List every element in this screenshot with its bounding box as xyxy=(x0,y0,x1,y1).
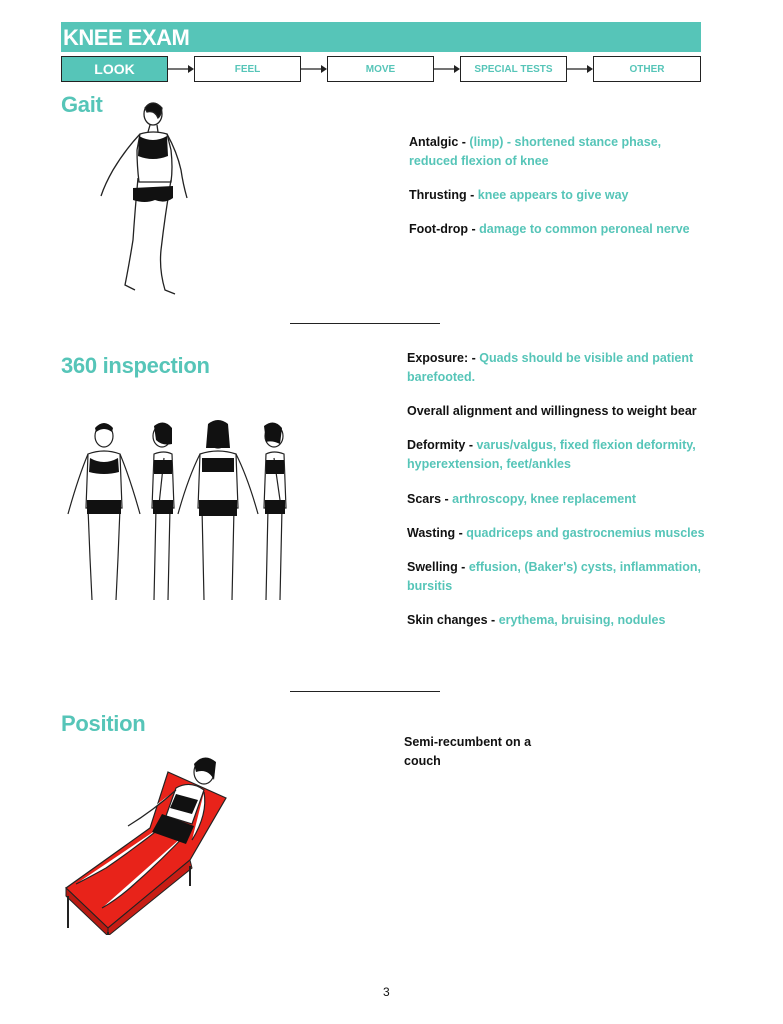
inspection-item-deformity xyxy=(407,436,696,474)
inspection-item-swelling xyxy=(407,558,701,596)
term-description: (limp) - shortened stance phase, xyxy=(469,135,662,149)
term-label: Thrusting - xyxy=(409,188,478,202)
arrow-right-icon xyxy=(567,62,593,76)
walking-woman-figure xyxy=(95,100,195,300)
section-divider xyxy=(290,323,440,324)
step-other[interactable]: OTHER xyxy=(593,56,701,82)
term-description: knee appears to give way xyxy=(477,188,629,202)
arrow-right-icon xyxy=(168,62,194,76)
term-label: Deformity - xyxy=(407,438,477,452)
gait-item-foot-drop xyxy=(409,220,690,239)
exam-step-nav xyxy=(61,56,701,86)
term-description: bursitis xyxy=(407,579,453,593)
term-label: Wasting - xyxy=(407,526,467,540)
inspection-item-alignment xyxy=(407,402,697,421)
term-label: Skin changes - xyxy=(407,613,499,627)
inspection-item-skin-changes xyxy=(407,611,665,630)
term-description: effusion, (Baker's) cysts, inflammation, xyxy=(468,560,702,574)
gait-item-thrusting xyxy=(409,186,629,205)
term-label: Antalgic - xyxy=(409,135,470,149)
inspection-item-scars xyxy=(407,490,636,509)
term-label: Overall alignment and willingness to weight bear xyxy=(407,404,697,418)
term-description: quadriceps and gastrocnemius muscles xyxy=(466,526,705,540)
section-title-gait: Gait xyxy=(61,92,103,117)
page-title: KNEE EXAM xyxy=(63,25,190,50)
page-number: 3 xyxy=(383,985,390,999)
position-text: couch xyxy=(404,754,441,768)
term-label: Scars - xyxy=(407,492,453,506)
step-special-tests[interactable]: SPECIAL TESTS xyxy=(460,56,567,82)
step-move[interactable]: MOVE xyxy=(327,56,434,82)
position-description xyxy=(404,733,531,771)
term-description: Quads should be visible and patient xyxy=(479,351,694,365)
inspection-views-figure xyxy=(60,418,300,608)
inspection-item-exposure xyxy=(407,349,693,387)
gait-item-antalgic xyxy=(409,133,661,171)
step-look[interactable]: LOOK xyxy=(61,56,168,82)
term-description: reduced flexion of knee xyxy=(409,154,549,168)
header-bar xyxy=(61,22,701,52)
arrow-right-icon xyxy=(434,62,460,76)
term-description: hyperextension, feet/ankles xyxy=(407,457,571,471)
position-text: Semi-recumbent on a xyxy=(404,735,532,749)
term-description: arthroscopy, knee replacement xyxy=(452,492,637,506)
term-label: Foot-drop - xyxy=(409,222,480,236)
section-title-inspection: 360 inspection xyxy=(61,353,210,378)
section-divider xyxy=(290,691,440,692)
inspection-item-wasting xyxy=(407,524,705,543)
section-title-position: Position xyxy=(61,711,146,736)
step-feel[interactable]: FEEL xyxy=(194,56,301,82)
arrow-right-icon xyxy=(301,62,327,76)
term-description: varus/valgus, fixed flexion deformity, xyxy=(476,438,696,452)
term-description: damage to common peroneal nerve xyxy=(479,222,690,236)
semi-recumbent-couch-figure xyxy=(58,750,238,935)
term-description: barefooted. xyxy=(407,370,476,384)
term-label: Swelling - xyxy=(407,560,469,574)
term-label: Exposure: - xyxy=(407,351,480,365)
term-description: erythema, bruising, nodules xyxy=(498,613,666,627)
